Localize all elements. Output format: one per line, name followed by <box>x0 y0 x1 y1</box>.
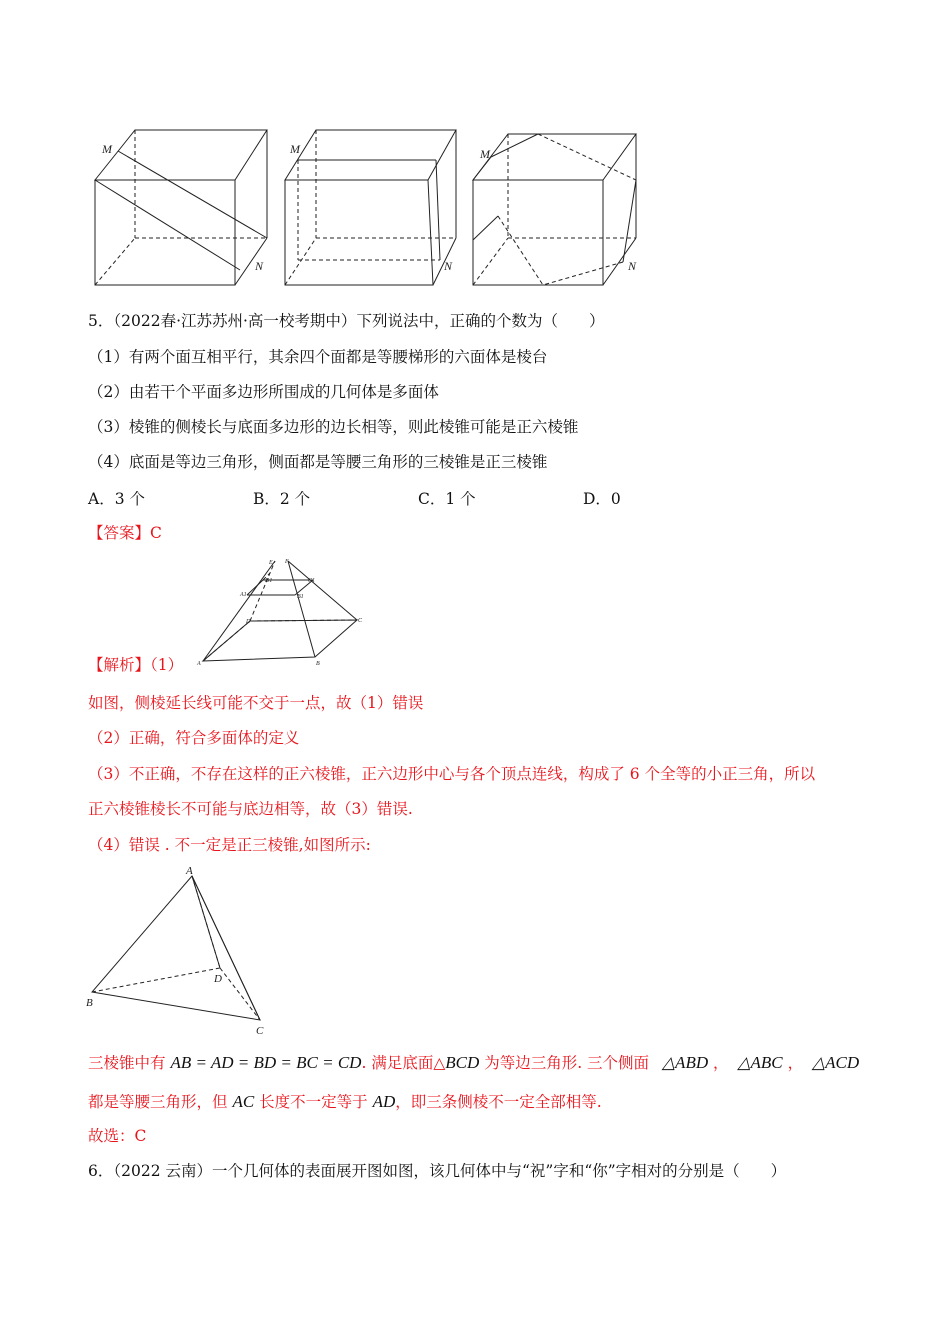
concl2-pre: 都是等腰三角形，但 <box>88 1093 228 1111</box>
label-m-3: M <box>480 147 490 161</box>
label-d-tetra: D <box>214 973 222 985</box>
label-n-2: N <box>444 259 453 273</box>
frustum-figure <box>195 555 375 670</box>
label-m-2: M <box>290 142 300 156</box>
q5-statement-1: （1）有两个面互相平行，其余四个面都是等腰梯形的六面体是棱台 <box>88 348 548 366</box>
label-a1: A1 <box>240 592 247 598</box>
analysis-line <box>88 654 183 676</box>
label-c: C <box>358 618 363 624</box>
label-f: F <box>285 559 289 565</box>
label-b-tetra: B <box>86 997 93 1009</box>
equation-edges: AB = AD = BD = BC = CD <box>170 1053 362 1072</box>
q5-source: （2022春·江苏苏州·高一校考期中） <box>113 312 357 330</box>
option-b: B．2 个 <box>253 490 311 508</box>
option-a: A．3 个 <box>88 490 145 508</box>
concl1-post: 为等边三角形. 三个侧面 <box>484 1054 650 1072</box>
label-d1: D1 <box>265 578 273 584</box>
option-c: C．1 个 <box>418 490 476 508</box>
q5-statement-2: （2）由若干个平面多边形所围成的几何体是多面体 <box>88 383 439 401</box>
analysis-first: （1） <box>150 656 184 674</box>
label-a-tetra: A <box>186 865 193 877</box>
face-abd: △ABD <box>661 1053 709 1072</box>
label-b: B <box>316 661 320 667</box>
label-d: D <box>246 619 251 625</box>
label-b1: B1 <box>297 594 304 600</box>
cubes-figure <box>80 120 660 295</box>
analysis-tag: 【解析】 <box>88 656 151 674</box>
concl1-pre: 三棱锥中有 <box>88 1054 166 1072</box>
q5-number: 5． <box>88 312 114 330</box>
face-abc: △ABC <box>737 1053 783 1072</box>
q5-stem: 下列说法中，正确的个数为（ ） <box>356 312 605 330</box>
label-m-1: M <box>102 142 112 156</box>
label-a: A <box>197 661 201 667</box>
label-c1: C1 <box>308 578 316 584</box>
answer-tag: 【答案】 <box>88 524 151 542</box>
label-c-tetra: C <box>256 1025 264 1037</box>
cube-3 <box>473 134 637 285</box>
concl2-post: ，即三条侧棱不一定全部相等. <box>395 1093 602 1111</box>
label-e: E <box>269 560 273 566</box>
math-ad: AD <box>372 1092 396 1111</box>
cube-1 <box>95 130 267 285</box>
conclusion-1: 三棱锥中有 AB = AD = BD = BC = CD. 满足底面△BCD 为等边三角形. 三个侧面 △ABD ， △ABC ， △ACD <box>88 1053 860 1072</box>
conclusion-2 <box>88 1091 602 1113</box>
label-n-1: N <box>255 259 264 273</box>
concl1-mid: . 满足底面△ <box>361 1054 446 1072</box>
explain-1: 如图，侧棱延长线可能不交于一点，故（1）错误 <box>88 694 424 712</box>
concl2-mid: 长度不一定等于 <box>259 1093 368 1111</box>
explain-5: （4）错误 . 不一定是正三棱锥,如图所示: <box>88 836 371 854</box>
explain-4: 正六棱锥棱长不可能与底边相等，故（3）错误. <box>88 800 413 818</box>
math-ac: AC <box>232 1092 255 1111</box>
explain-2: （2）正确，符合多面体的定义 <box>88 729 300 747</box>
choose-line: 故选：C <box>88 1127 147 1145</box>
q5-header <box>88 310 604 332</box>
option-d: D．0 <box>583 490 621 508</box>
answer-line <box>88 522 162 544</box>
cube-2 <box>285 130 456 285</box>
explain-3: （3）不正确，不存在这样的正六棱锥，正六边形中心与各个顶点连线，构成了 6 个全等的小正三角，所以 <box>88 765 816 783</box>
math-bcd: BCD <box>445 1053 480 1072</box>
answer-value: C <box>150 524 162 542</box>
q6-line: 6．（2022 云南）一个几何体的表面展开图如图，该几何体中与“祝”字和“你”字相对的分别是（ ） <box>88 1162 787 1180</box>
label-n-3: N <box>628 259 637 273</box>
q5-statement-4: （4）底面是等边三角形，侧面都是等腰三角形的三棱锥是正三棱锥 <box>88 453 548 471</box>
q5-statement-3: （3）棱锥的侧棱长与底面多边形的边长相等，则此棱锥可能是正六棱锥 <box>88 418 579 436</box>
tetrahedron-figure <box>80 862 280 1037</box>
face-acd: △ACD <box>812 1053 860 1072</box>
